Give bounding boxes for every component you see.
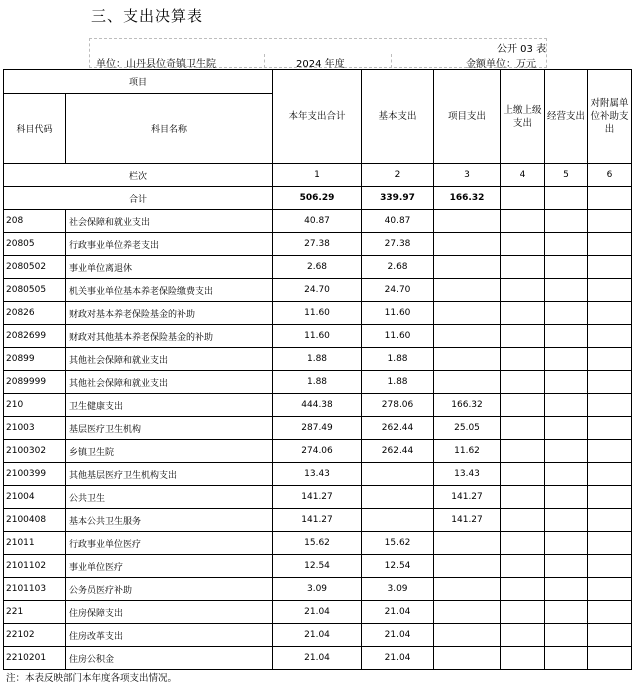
header-code: 科目代码	[4, 94, 66, 164]
row-total: 287.49	[273, 417, 362, 440]
row-business	[545, 210, 588, 233]
row-project	[434, 532, 501, 555]
row-project	[434, 624, 501, 647]
row-upper	[501, 233, 545, 256]
column-number: 4	[501, 164, 545, 187]
row-code: 221	[4, 601, 66, 624]
header-item: 项目	[4, 70, 273, 94]
row-code: 2100302	[4, 440, 66, 463]
row-upper	[501, 555, 545, 578]
row-upper	[501, 486, 545, 509]
row-name: 其他社会保障和就业支出	[66, 371, 273, 394]
fiscal-year: 2024 年度	[296, 59, 345, 70]
row-subsidy	[588, 601, 632, 624]
row-upper	[501, 394, 545, 417]
row-basic	[362, 486, 434, 509]
row-subsidy	[588, 440, 632, 463]
row-code: 2089999	[4, 371, 66, 394]
row-project	[434, 279, 501, 302]
currency-unit: 金额单位：万元	[466, 59, 536, 70]
row-subsidy	[588, 624, 632, 647]
sum-subsidy	[588, 187, 632, 210]
row-project: 141.27	[434, 486, 501, 509]
table-row	[4, 302, 632, 325]
row-subsidy	[588, 486, 632, 509]
row-total: 21.04	[273, 624, 362, 647]
row-upper	[501, 279, 545, 302]
row-basic	[362, 509, 434, 532]
row-total: 141.27	[273, 509, 362, 532]
column-number: 3	[434, 164, 501, 187]
row-project: 141.27	[434, 509, 501, 532]
row-total: 11.60	[273, 302, 362, 325]
row-project: 25.05	[434, 417, 501, 440]
row-name: 住房改革支出	[66, 624, 273, 647]
row-business	[545, 532, 588, 555]
row-total: 3.09	[273, 578, 362, 601]
row-business	[545, 325, 588, 348]
row-basic: 21.04	[362, 624, 434, 647]
column-number: 6	[588, 164, 632, 187]
row-name: 乡镇卫生院	[66, 440, 273, 463]
row-subsidy	[588, 302, 632, 325]
column-number: 5	[545, 164, 588, 187]
row-basic: 1.88	[362, 348, 434, 371]
row-basic: 21.04	[362, 601, 434, 624]
column-number: 2	[362, 164, 434, 187]
row-upper	[501, 417, 545, 440]
row-subsidy	[588, 348, 632, 371]
table-row	[4, 555, 632, 578]
row-name: 社会保障和就业支出	[66, 210, 273, 233]
row-subsidy	[588, 509, 632, 532]
row-business	[545, 348, 588, 371]
expenditure-table	[3, 69, 632, 670]
row-business	[545, 578, 588, 601]
row-subsidy	[588, 417, 632, 440]
table-row	[4, 486, 632, 509]
header-divider	[264, 54, 265, 68]
row-business	[545, 555, 588, 578]
row-upper	[501, 302, 545, 325]
table-row	[4, 440, 632, 463]
row-code: 2100399	[4, 463, 66, 486]
row-upper	[501, 532, 545, 555]
row-total: 1.88	[273, 371, 362, 394]
row-business	[545, 624, 588, 647]
row-code: 2100408	[4, 509, 66, 532]
row-business	[545, 371, 588, 394]
row-name: 基层医疗卫生机构	[66, 417, 273, 440]
row-basic: 40.87	[362, 210, 434, 233]
table-row	[4, 233, 632, 256]
row-name: 机关事业单位基本养老保险缴费支出	[66, 279, 273, 302]
row-name: 住房保障支出	[66, 601, 273, 624]
row-project: 13.43	[434, 463, 501, 486]
header-subsidy: 对附属单位补助支出	[588, 70, 632, 164]
row-basic: 278.06	[362, 394, 434, 417]
row-upper	[501, 509, 545, 532]
row-total: 15.62	[273, 532, 362, 555]
row-total: 1.88	[273, 348, 362, 371]
row-upper	[501, 624, 545, 647]
row-business	[545, 486, 588, 509]
header-basic: 基本支出	[362, 70, 434, 164]
row-code: 2080502	[4, 256, 66, 279]
row-project	[434, 578, 501, 601]
row-project: 166.32	[434, 394, 501, 417]
row-total: 2.68	[273, 256, 362, 279]
row-name: 其他社会保障和就业支出	[66, 348, 273, 371]
row-code: 2080505	[4, 279, 66, 302]
row-project: 11.62	[434, 440, 501, 463]
column-number: 1	[273, 164, 362, 187]
form-number: 公开 03 表	[497, 44, 547, 55]
row-name: 财政对其他基本养老保险基金的补助	[66, 325, 273, 348]
table-row	[4, 279, 632, 302]
row-total: 444.38	[273, 394, 362, 417]
row-name: 卫生健康支出	[66, 394, 273, 417]
row-subsidy	[588, 279, 632, 302]
row-project	[434, 555, 501, 578]
row-subsidy	[588, 371, 632, 394]
table-row	[4, 624, 632, 647]
row-basic	[362, 463, 434, 486]
row-name: 其他基层医疗卫生机构支出	[66, 463, 273, 486]
row-upper	[501, 210, 545, 233]
table-row	[4, 348, 632, 371]
row-subsidy	[588, 555, 632, 578]
row-name: 事业单位医疗	[66, 555, 273, 578]
sum-project: 166.32	[434, 187, 501, 210]
row-project	[434, 210, 501, 233]
row-business	[545, 394, 588, 417]
row-upper	[501, 325, 545, 348]
row-total: 24.70	[273, 279, 362, 302]
row-code: 20826	[4, 302, 66, 325]
row-code: 2101102	[4, 555, 66, 578]
row-project	[434, 256, 501, 279]
row-name: 事业单位离退休	[66, 256, 273, 279]
row-total: 21.04	[273, 601, 362, 624]
header-project: 项目支出	[434, 70, 501, 164]
header-divider	[391, 54, 392, 68]
unit-name: 单位：山丹县位奇镇卫生院	[96, 59, 216, 70]
page-title: 三、支出决算表	[91, 7, 204, 25]
sum-total: 506.29	[273, 187, 362, 210]
row-basic: 3.09	[362, 578, 434, 601]
row-business	[545, 279, 588, 302]
row-code: 21004	[4, 486, 66, 509]
row-upper	[501, 256, 545, 279]
row-code: 22102	[4, 624, 66, 647]
row-basic: 21.04	[362, 647, 434, 670]
row-basic: 11.60	[362, 325, 434, 348]
row-name: 住房公积金	[66, 647, 273, 670]
table-row	[4, 532, 632, 555]
row-code: 2210201	[4, 647, 66, 670]
row-project	[434, 325, 501, 348]
header-business: 经营支出	[545, 70, 588, 164]
row-upper	[501, 371, 545, 394]
row-upper	[501, 440, 545, 463]
table-row	[4, 578, 632, 601]
row-project	[434, 601, 501, 624]
column-number-label: 栏次	[4, 164, 273, 187]
row-project	[434, 647, 501, 670]
row-basic: 2.68	[362, 256, 434, 279]
row-business	[545, 440, 588, 463]
row-subsidy	[588, 256, 632, 279]
row-name: 财政对基本养老保险基金的补助	[66, 302, 273, 325]
row-basic: 15.62	[362, 532, 434, 555]
row-subsidy	[588, 210, 632, 233]
row-project	[434, 233, 501, 256]
row-subsidy	[588, 647, 632, 670]
row-code: 20805	[4, 233, 66, 256]
table-row	[4, 601, 632, 624]
row-subsidy	[588, 233, 632, 256]
sum-business	[545, 187, 588, 210]
row-total: 12.54	[273, 555, 362, 578]
row-code: 21011	[4, 532, 66, 555]
row-code: 2082699	[4, 325, 66, 348]
row-subsidy	[588, 394, 632, 417]
row-name: 行政事业单位医疗	[66, 532, 273, 555]
row-name: 公务员医疗补助	[66, 578, 273, 601]
row-basic: 27.38	[362, 233, 434, 256]
row-code: 21003	[4, 417, 66, 440]
row-total: 21.04	[273, 647, 362, 670]
table-row	[4, 417, 632, 440]
row-basic: 262.44	[362, 440, 434, 463]
table-note: 注：本表反映部门本年度各项支出情况。	[6, 673, 178, 684]
sum-label: 合计	[4, 187, 273, 210]
row-business	[545, 647, 588, 670]
row-business	[545, 256, 588, 279]
row-code: 210	[4, 394, 66, 417]
row-upper	[501, 601, 545, 624]
header-upper: 上缴上级支出	[501, 70, 545, 164]
table-row	[4, 509, 632, 532]
table-row	[4, 325, 632, 348]
row-upper	[501, 578, 545, 601]
sum-basic: 339.97	[362, 187, 434, 210]
table-row	[4, 394, 632, 417]
table-row	[4, 210, 632, 233]
row-total: 274.06	[273, 440, 362, 463]
row-business	[545, 233, 588, 256]
row-total: 40.87	[273, 210, 362, 233]
row-basic: 1.88	[362, 371, 434, 394]
row-project	[434, 348, 501, 371]
row-total: 27.38	[273, 233, 362, 256]
table-row	[4, 463, 632, 486]
row-project	[434, 371, 501, 394]
row-code: 208	[4, 210, 66, 233]
table-row	[4, 371, 632, 394]
row-code: 2101103	[4, 578, 66, 601]
row-subsidy	[588, 532, 632, 555]
row-basic: 262.44	[362, 417, 434, 440]
row-business	[545, 302, 588, 325]
row-total: 141.27	[273, 486, 362, 509]
row-name: 公共卫生	[66, 486, 273, 509]
row-business	[545, 601, 588, 624]
row-basic: 12.54	[362, 555, 434, 578]
table-row	[4, 256, 632, 279]
row-business	[545, 417, 588, 440]
header-name: 科目名称	[66, 94, 273, 164]
row-project	[434, 302, 501, 325]
sum-upper	[501, 187, 545, 210]
row-upper	[501, 463, 545, 486]
row-upper	[501, 647, 545, 670]
row-business	[545, 463, 588, 486]
row-upper	[501, 348, 545, 371]
row-business	[545, 509, 588, 532]
row-subsidy	[588, 463, 632, 486]
row-name: 行政事业单位养老支出	[66, 233, 273, 256]
row-total: 13.43	[273, 463, 362, 486]
row-name: 基本公共卫生服务	[66, 509, 273, 532]
row-total: 11.60	[273, 325, 362, 348]
row-basic: 11.60	[362, 302, 434, 325]
row-basic: 24.70	[362, 279, 434, 302]
row-subsidy	[588, 578, 632, 601]
row-code: 20899	[4, 348, 66, 371]
header-total: 本年支出合计	[273, 70, 362, 164]
row-subsidy	[588, 325, 632, 348]
table-row	[4, 647, 632, 670]
